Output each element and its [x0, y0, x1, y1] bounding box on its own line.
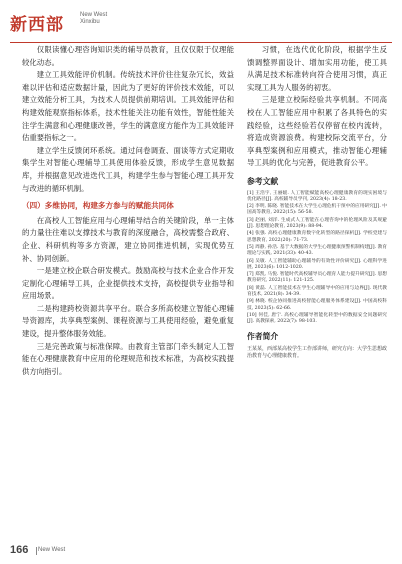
left-column [22, 44, 234, 378]
reference-item: [3] 赵丽, 刘洋. 生成式人工智能在心理咨询中的伦理风险及其规避[J]. 思想理论教育, 2023(9): 88-94. [247, 217, 387, 230]
reference-item: [7] 郑凯, 马悦. 智能时代高校辅导员心理育人能力提升研究[J]. 思想教育研究, 2022(11): 121-125. [247, 272, 387, 284]
page-footer [10, 544, 392, 558]
paragraph: 仅限读懂心理咨询知识类的辅导员教育，且仅仅限于仅理能较化动态。 [22, 45, 234, 67]
paragraph: 在高校人工智能应用与心理辅导结合的关键阶段，单一主体的力量往往难以支撑技术与教育的深度融合，高校需整合政府、企业、科研机构等多方资源，建立协同推进机制，实现优势互补、协同创新。 [22, 215, 234, 263]
section-heading: （四）多维协同，构建多方参与的赋能共同体 [22, 201, 174, 211]
journal-logo-english [80, 12, 107, 26]
paragraph: 一是建立校企联合研发模式。鼓励高校与技术企业合作开发定制化心理辅导工具，企业提供技术支持，高校提供专业指导和应用场景。 [22, 266, 234, 301]
reference-item: [6] 吴敏. 人工智能辅助心理辅导的有效性评价研究[J]. 心理科学进展, 2023(6): 1012-1020. [247, 258, 387, 270]
page-number: 166 [10, 544, 29, 556]
paragraph: 建立学生反馈闭环系统。通过问卷调查、面谈等方式定期收集学生对智能心理辅导工具使用体验反馈，形成学生意见数据库，并根据意见改进迭代工具，构建学生参与智能心理工具开发与改进的循环机制。 [22, 145, 234, 193]
reference-item: [2] 李明, 陈晓. 智能技术在大学生心理危机干预中的应用研究[J]. 中国高等教育, 2022(15): 56-58. [247, 204, 387, 216]
header-rule [10, 42, 392, 43]
reference-item: [8] 黄磊. 人工智能技术在学生心理辅导中的应用与边界[J]. 现代教育技术, 2021(8): 34-39. [247, 285, 387, 297]
paragraph: 三是建立校际经验共享机制。不同高校在人工智能应用中积累了各具特色的实践经验，这些经验若仅停留在校内流转，将造成资源浪费。构建校际交流平台，分享典型案例和应用模式，推动智能心理辅导工具的优化与完善，促进教育公平。 [247, 95, 387, 168]
reference-item: [4] 张强. 高校心理健康教育数字化转型的路径探析[J]. 学校党建与思想教育, 2022(20): 71-73. [247, 231, 387, 243]
journal-logo: 新西部 [10, 15, 64, 35]
footer-journal-name: New West [38, 547, 66, 553]
paragraph: 建立工具效能评价机制。传统技术评价往往复杂冗长，效益难以评估和适应数据计量，因此为了更好的评价技术效能，可以建立效能分析工具，为技术人员提供前期培训。工具效能评估和构建效能观察指标体系，技术性能关注功能有效性，智能性能关注学生满意和心理健康改善，学生的满意度方能作为工具效能评估重要指标之一。 [22, 70, 234, 143]
references-heading: 参考文献 [247, 176, 279, 186]
logo-en-line1: New West [80, 12, 108, 18]
reference-item: [1] 王浩宇, 王丽媛. 人工智能赋能高校心理健康教育的现实困境与优化路径[J]. 高校辅导员学刊, 2023(4): 18-23. [247, 190, 387, 202]
reference-item: [9] 林晓. 校企协同推进高校智能心理服务体系建设[J]. 中国高校科技, 2023(5): 62-66. [247, 299, 387, 311]
right-column [247, 44, 387, 360]
paragraph: 二是构建跨校资源共享平台。联合多所高校建立智能心理辅导资源库，共享典型案例、课程资源与工具使用经验，避免重复建设，提升整体服务效能。 [22, 303, 234, 339]
reference-item: [10] 何佳, 唐宁. 高校心理辅导智能化转型中的数据安全问题研究[J]. 高教探索, 2022(7): 98-103. [247, 312, 387, 325]
paragraph: 习惯，在选代优化阶段，根据学生反馈调整界面设计、增加实用功能，使工具从满足技术标准转向符合使用习惯，真正实现工具为人服务的初衷。 [247, 45, 387, 92]
masthead [10, 8, 392, 34]
reference-item: [5] 周静, 孙浩. 基于大数据的大学生心理健康预警机制构建[J]. 教育理论与实践, 2021(33): 40-43. [247, 244, 387, 257]
author-bio: 王某某，西部某高校学生工作部讲师，研究方向：大学生思想政治教育与心理健康教育。 [247, 346, 388, 360]
logo-en-line2: Xinxibu [80, 19, 100, 25]
footer-divider [36, 547, 37, 555]
author-heading: 作者简介 [247, 332, 279, 342]
reference-list [247, 191, 387, 326]
paragraph: 三是完善政策与标准保障。由教育主管部门牵头制定人工智能在心理健康教育中应用的伦理规范和技术标准，为高校实践提供方向指引。 [22, 341, 234, 376]
